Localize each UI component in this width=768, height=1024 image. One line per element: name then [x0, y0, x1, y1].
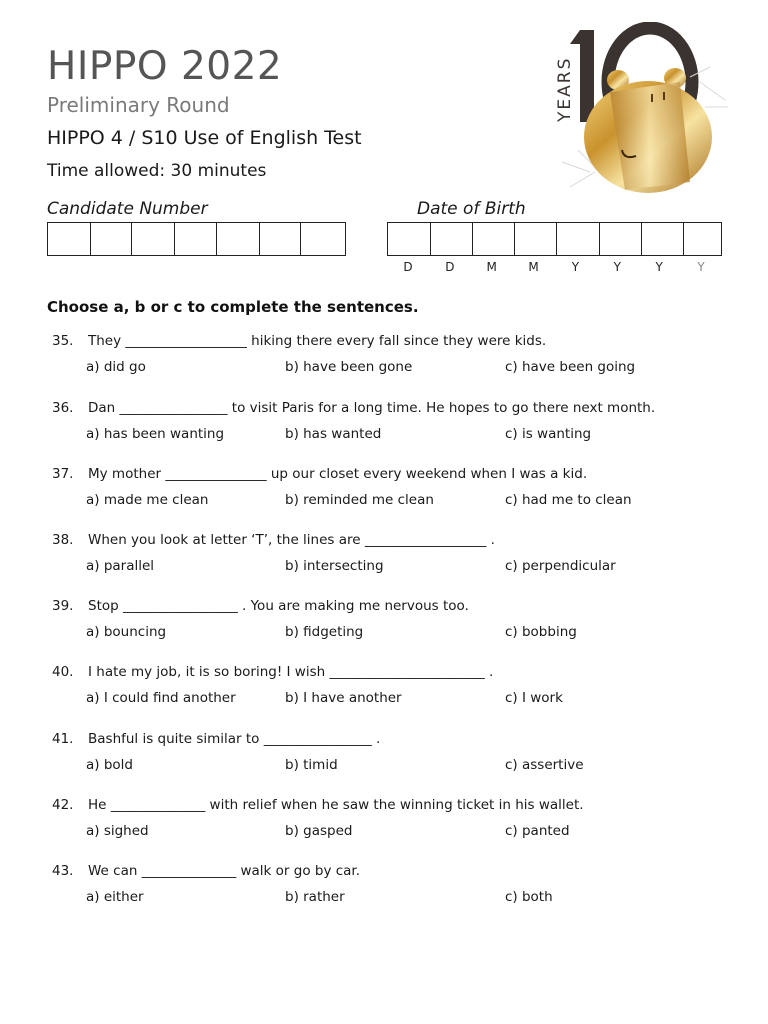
dob-letter: Y [697, 260, 705, 274]
option-a[interactable]: a) did go [86, 359, 146, 375]
dob-letter: M [486, 260, 497, 274]
question-item [52, 466, 742, 512]
question-text: When you look at letter ‘T’, the lines are __________________ . [88, 532, 495, 548]
dob-letter: Y [571, 260, 580, 274]
candidate-number-box[interactable] [260, 223, 302, 255]
dob-letter: Y [613, 260, 621, 274]
candidate-number-box[interactable] [48, 223, 91, 255]
option-b[interactable]: b) timid [285, 757, 338, 773]
option-c[interactable]: c) I work [505, 690, 563, 706]
option-b[interactable]: b) reminded me clean [285, 492, 434, 508]
question-number: 36. [52, 400, 74, 416]
option-c[interactable]: c) have been going [505, 359, 636, 375]
round-subtitle: Preliminary Round [47, 93, 230, 117]
question-item [52, 664, 742, 710]
dob-box[interactable] [642, 223, 685, 255]
option-a[interactable]: a) bouncing [86, 624, 167, 640]
time-allowed: Time allowed: 30 minutes [47, 161, 267, 181]
logo-years-text: YEARS [555, 56, 575, 122]
option-c[interactable]: c) perpendicular [505, 558, 616, 574]
question-item [52, 400, 742, 446]
question-item [52, 797, 742, 843]
hippo-10-years-logo [540, 22, 730, 197]
dob-format-letters [387, 260, 722, 274]
dob-box[interactable] [431, 223, 473, 255]
question-text: We can ______________ walk or go by car. [88, 863, 361, 879]
dob-box[interactable] [557, 223, 600, 255]
option-b[interactable]: b) rather [285, 889, 345, 905]
question-number: 41. [52, 731, 74, 747]
date-of-birth-boxes [387, 222, 722, 256]
question-item [52, 333, 742, 379]
test-name: HIPPO 4 / S10 Use of English Test [47, 127, 362, 149]
question-text: Stop _________________ . You are making me nervous too. [88, 598, 469, 614]
option-a[interactable]: a) either [86, 889, 144, 905]
option-c[interactable]: c) had me to clean [505, 492, 632, 508]
question-text: I hate my job, it is so boring! I wish _______________________ . [88, 664, 494, 680]
question-item [52, 731, 742, 777]
question-number: 38. [52, 532, 74, 548]
option-a[interactable]: a) I could find another [86, 690, 236, 706]
candidate-number-box[interactable] [217, 223, 260, 255]
candidate-number-box[interactable] [175, 223, 217, 255]
candidate-number-box[interactable] [132, 223, 175, 255]
question-number: 39. [52, 598, 74, 614]
option-a[interactable]: a) made me clean [86, 492, 209, 508]
question-number: 37. [52, 466, 74, 482]
question-text: He ______________ with relief when he saw the winning ticket in his wallet. [88, 797, 584, 813]
question-number: 35. [52, 333, 74, 349]
option-c[interactable]: c) assertive [505, 757, 584, 773]
dob-box[interactable] [600, 223, 642, 255]
question-item [52, 863, 742, 909]
question-text: Dan ________________ to visit Paris for a long time. He hopes to go there next month. [88, 400, 656, 416]
option-b[interactable]: b) have been gone [285, 359, 413, 375]
question-number: 43. [52, 863, 74, 879]
option-a[interactable]: a) sighed [86, 823, 149, 839]
dob-letter: D [403, 260, 413, 274]
option-a[interactable]: a) bold [86, 757, 133, 773]
option-b[interactable]: b) fidgeting [285, 624, 364, 640]
question-text: My mother _______________ up our closet every weekend when I was a kid. [88, 466, 588, 482]
option-a[interactable]: a) parallel [86, 558, 155, 574]
question-item [52, 598, 742, 644]
option-c[interactable]: c) is wanting [505, 426, 592, 442]
page-title: HIPPO 2022 [47, 44, 283, 89]
dob-letter: M [528, 260, 539, 274]
instruction-text: Choose a, b or c to complete the sentences. [47, 298, 419, 316]
logo-digit-one [580, 30, 594, 122]
dob-box[interactable] [515, 223, 557, 255]
candidate-number-box[interactable] [91, 223, 133, 255]
question-number: 42. [52, 797, 74, 813]
option-c[interactable]: c) both [505, 889, 553, 905]
question-text: Bashful is quite similar to ________________ . [88, 731, 381, 747]
option-b[interactable]: b) has wanted [285, 426, 382, 442]
dob-box[interactable] [684, 223, 721, 255]
question-number: 40. [52, 664, 74, 680]
dob-box[interactable] [473, 223, 516, 255]
dob-letter: D [445, 260, 455, 274]
option-c[interactable]: c) panted [505, 823, 570, 839]
question-item [52, 532, 742, 578]
option-b[interactable]: b) gasped [285, 823, 353, 839]
candidate-number-boxes [47, 222, 346, 256]
option-a[interactable]: a) has been wanting [86, 426, 225, 442]
candidate-number-box[interactable] [301, 223, 345, 255]
option-c[interactable]: c) bobbing [505, 624, 577, 640]
option-b[interactable]: b) I have another [285, 690, 402, 706]
option-b[interactable]: b) intersecting [285, 558, 384, 574]
dob-letter: Y [655, 260, 663, 274]
dob-box[interactable] [388, 223, 431, 255]
candidate-number-label: Candidate Number [47, 199, 208, 219]
date-of-birth-label: Date of Birth [417, 199, 526, 219]
question-text: They __________________ hiking there every fall since they were kids. [88, 333, 547, 349]
